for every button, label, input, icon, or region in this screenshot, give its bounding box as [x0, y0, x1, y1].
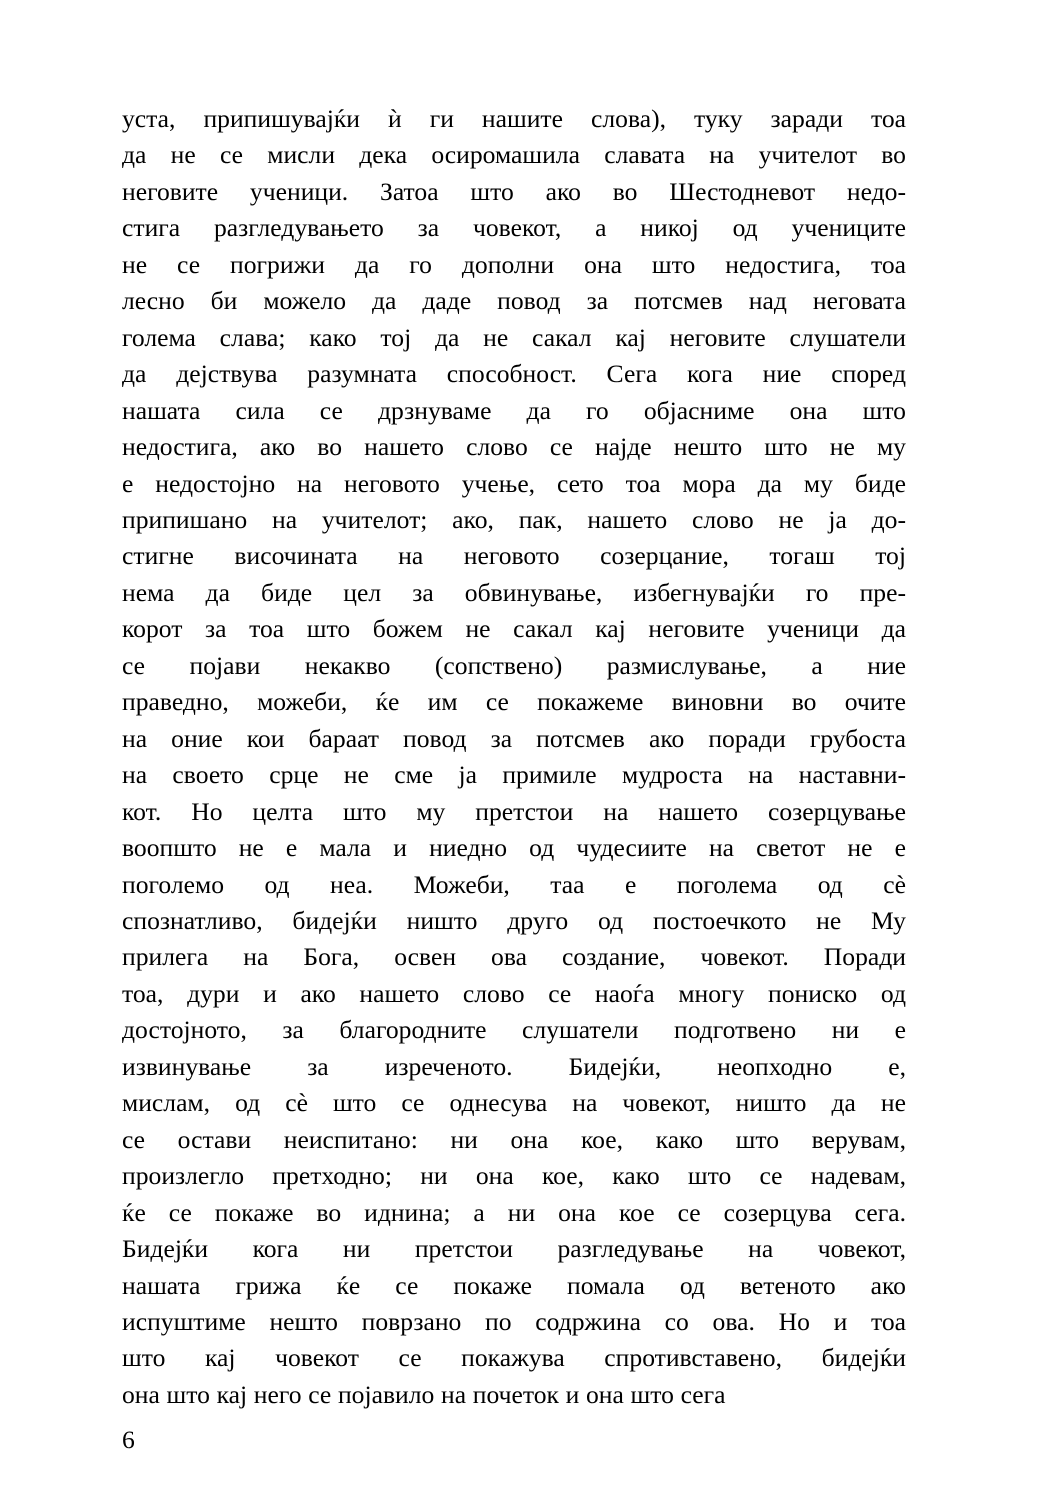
text-line: достојното, за благородните слушатели подготвено ни е	[122, 1015, 906, 1045]
text-line: она што кај него се појавило на почеток и она што сега	[122, 1379, 726, 1409]
text-line: праведно, можеби, ќе им се покажеме виновни во очите	[122, 687, 906, 717]
text-line: мислам, од сѐ што се однесува на човекот, ништо да не	[122, 1088, 906, 1118]
text-line: лесно би можело да даде повод за потсмев над неговата	[122, 286, 906, 316]
text-line: се појави некакво (сопствено) размислување, а ние	[122, 650, 906, 680]
page-number: 6	[122, 1425, 135, 1454]
text-line: стигне височината на неговото созерцание, тогаш тој	[122, 541, 906, 571]
text-line: воопшто не е мала и ниедно од чудесиите на светот не е	[122, 833, 906, 863]
text-line: корот за тоа што божем не сакал кај неговите ученици да	[122, 614, 906, 644]
text-line: на своето срце не сме ја примиле мудроста на наставни-	[122, 760, 906, 790]
text-line: припишано на учителот; ако, пак, нашето слово не ја до-	[122, 504, 906, 534]
text-line: нашата грижа ќе се покаже помала од ветеното ако	[122, 1270, 906, 1300]
text-line: голема слава; како тој да не сакал кај неговите слушатели	[122, 322, 906, 352]
text-line: на оние кои бараат повод за потсмев ако поради грубоста	[122, 723, 906, 753]
text-line: стига разгледувањето за човекот, а никој од учениците	[122, 213, 906, 243]
text-line: да не се мисли дека осиромашила славата на учителот во	[122, 140, 906, 170]
text-line: произлегло претходно; ни она кое, како што се надевам,	[122, 1161, 906, 1191]
text-line: нема да биде цел за обвинување, избегнувајќи го пре-	[122, 577, 906, 607]
text-line: тоа, дури и ако нашето слово се наоѓа многу пониско од	[122, 978, 906, 1008]
text-line: неговите ученици. Затоа што ако во Шестодневот недо-	[122, 176, 906, 206]
text-line: спознатливо, бидејќи ништо друго од постоечкото не Му	[122, 905, 906, 935]
text-line: кот. Но целта што му претстои на нашето созерцување	[122, 796, 906, 826]
text-line: поголемо од неа. Можеби, таа е поголема од сѐ	[122, 869, 906, 899]
body-text-column	[122, 101, 906, 1413]
text-line: нашата сила се дрзнуваме да го објасниме она што	[122, 395, 906, 425]
text-line: прилега на Бога, освен ова создание, човекот. Поради	[122, 942, 906, 972]
text-line: недостига, ако во нашето слово се најде нешто што не му	[122, 432, 906, 462]
text-line: испуштиме нешто поврзано по содржина со ова. Но и тоа	[122, 1306, 906, 1336]
text-line: се остави неиспитано: ни она кое, како што верувам,	[122, 1124, 906, 1154]
text-line: Бидејќи кога ни претстои разгледување на човекот,	[122, 1234, 906, 1264]
text-line: да дејствува разумната способност. Сега кога ние според	[122, 359, 906, 389]
text-line: извинување за изреченото. Бидејќи, неопходно е,	[122, 1051, 906, 1081]
text-line: уста, припишувајќи ѝ ги нашите слова), туку заради тоа	[122, 104, 906, 133]
body-paragraph	[122, 101, 906, 1413]
text-line: не се погрижи да го дополни она што недостига, тоа	[122, 249, 906, 279]
text-line: ќе се покаже во иднина; а ни она кое се созерцува сега.	[122, 1197, 906, 1227]
text-line: што кај човекот се покажува спротивставено, бидејќи	[122, 1343, 906, 1373]
text-line: е недостојно на неговото учење, сето тоа мора да му биде	[122, 468, 906, 498]
